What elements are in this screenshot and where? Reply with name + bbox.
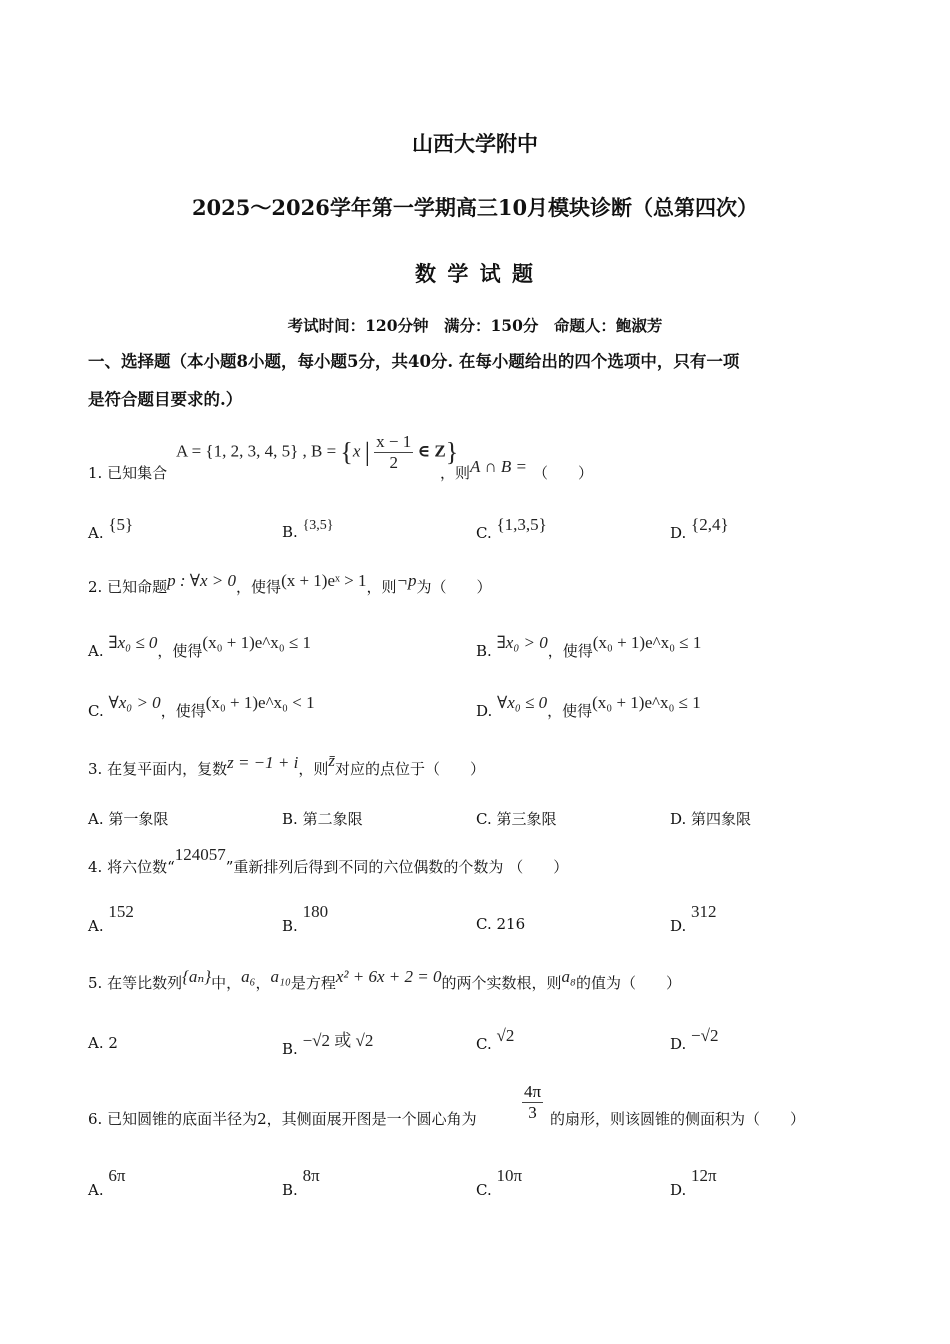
exam-title: 2025～2026学年第一学期高三10月模块诊断（总第四次） — [191, 195, 759, 220]
question-4: 4. 将六位数“124057”重新排列后得到不同的六位偶数的个数为 （ ） — [88, 845, 569, 876]
subject-title: 数 学 试 题 — [415, 261, 535, 286]
q6-option-b[interactable]: B. 8π — [282, 1166, 320, 1199]
q6-option-c[interactable]: C. 10π — [476, 1166, 523, 1199]
school-name: 山西大学附中 — [412, 131, 538, 156]
q2-option-a[interactable]: A. ∃x₀ ≤ 0，使得(x₀ + 1)e^x₀ ≤ 1 — [88, 633, 312, 660]
q4-option-a[interactable]: A. 152 — [88, 902, 134, 935]
q2-option-b[interactable]: B. ∃x₀ > 0，使得(x₀ + 1)e^x₀ ≤ 1 — [476, 633, 702, 660]
section-heading-line2: 是符合题目要求的.） — [88, 390, 243, 409]
q6-option-a[interactable]: A. 6π — [88, 1166, 126, 1199]
q2-option-c[interactable]: C. ∀x₀ > 0，使得(x₀ + 1)e^x₀ < 1 — [88, 693, 315, 720]
section-heading-line1: 一、选择题（本小题8小题，每小题5分，共40分. 在每小题给出的四个选项中，只有一项 — [88, 352, 740, 371]
q5-option-a[interactable]: A. 2 — [88, 1034, 118, 1052]
q1-set-expression: A = {1, 2, 3, 4, 5} , B = {x | $\frac{x - 1}{2}$ ∈ Z} — [176, 432, 459, 472]
q3-option-c[interactable]: C. 第三象限 — [476, 810, 557, 828]
q1-option-b[interactable]: B. {3,5} — [282, 518, 334, 541]
q3-option-b[interactable]: B. 第二象限 — [282, 810, 363, 828]
q4-option-c[interactable]: C. 216 — [476, 915, 526, 933]
q5-option-b[interactable]: B. −√2 或 √2 — [282, 1031, 374, 1058]
q3-option-d[interactable]: D. 第四象限 — [670, 810, 752, 828]
question-6: 6. 已知圆锥的底面半径为2，其侧面展开图是一个圆心角为 — [88, 1110, 477, 1128]
q1-option-c[interactable]: C. {1,3,5} — [476, 515, 547, 542]
q5-option-d[interactable]: D. −√2 — [670, 1026, 719, 1053]
q6-angle-fraction: $\frac{4\pi}{3}$ — [524, 1082, 542, 1122]
q4-option-d[interactable]: D. 312 — [670, 902, 717, 935]
q1-ask: ，则A ∩ B = （ ） — [440, 457, 593, 482]
q5-option-c[interactable]: C. √2 — [476, 1026, 515, 1053]
q3-option-a[interactable]: A. 第一象限 — [88, 810, 169, 828]
q1-option-d[interactable]: D. {2,4} — [670, 515, 729, 542]
question-3: 3. 在复平面内，复数z = −1 + i，则z̄对应的点位于（ ） — [88, 751, 486, 778]
q1-stem: 1. 已知集合 — [88, 464, 168, 482]
q1-fraction: $\frac{x - 1}{2}$ — [376, 432, 412, 472]
exam-info: 考试时间：120分钟 满分：150分 命题人：鲍淑芳 — [287, 316, 663, 335]
question-2: 2. 已知命题p : ∀x > 0，使得(x + 1)eˣ > 1，则¬p为（ ） — [88, 571, 492, 596]
q1-option-a[interactable]: A. {5} — [88, 515, 134, 542]
question-5: 5. 在等比数列{aₙ}中，a₆，a₁₀是方程x² + 6x + 2 = 0的两个实数根，则a₈的值为（ ） — [88, 967, 681, 992]
q2-option-d[interactable]: D. ∀x₀ ≤ 0，使得(x₀ + 1)e^x₀ ≤ 1 — [476, 693, 701, 720]
q6-option-d[interactable]: D. 12π — [670, 1166, 717, 1199]
q4-option-b[interactable]: B. 180 — [282, 902, 329, 935]
q6-suffix: 的扇形，则该圆锥的侧面积为（ ） — [550, 1110, 806, 1128]
